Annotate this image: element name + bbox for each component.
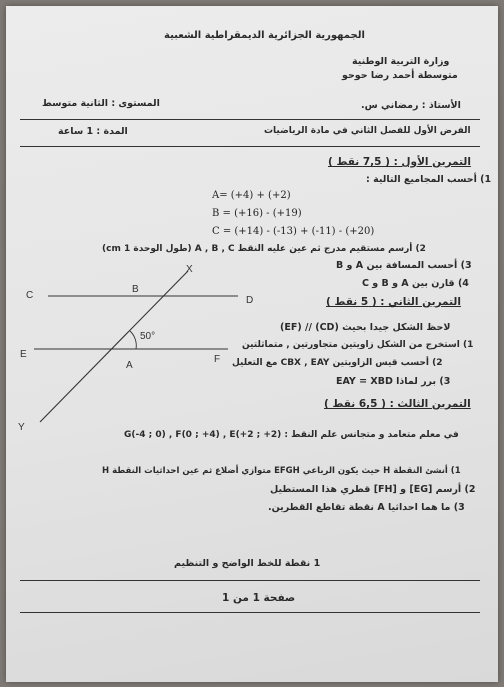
- exercise3-intro: في معلم متعامد و متجانس علم النقط : G(-4 ; 0) , F(0 ; +4) , E(+2 ; +2): [124, 430, 459, 440]
- exercise3-title: التمرين الثالث : ( 6,5 نقط ): [324, 398, 471, 410]
- exercise3-q2: 2) أرسم [EG] و [FH] قطري هذا المستطيل: [270, 484, 476, 495]
- label-d: D: [246, 295, 254, 306]
- duration-label: المدة : 1 ساعة: [58, 126, 128, 137]
- angle-label: 50°: [140, 331, 156, 342]
- exam-title: الفرض الأول للفصل الثاني في مادة الرياضيات: [264, 126, 471, 136]
- exercise2-q3: 3) برر لماذا EAY = XBD: [336, 376, 451, 387]
- footer-divider: [20, 580, 480, 581]
- equation-a: A= (+4) + (+2): [212, 190, 291, 201]
- exercise3-q1: 1) أنشئ النقطة H حيث يكون الرباعي EFGH متوازي أضلاع ثم عين احداثيات النقطة H: [102, 466, 461, 476]
- footer-note: 1 نقطة للخط الواضح و التنظيم: [174, 558, 321, 569]
- school-name: متوسطة أحمد رضا حوحو: [342, 70, 458, 81]
- republic-title: الجمهورية الجزائرية الديمقراطية الشعبية: [164, 30, 365, 41]
- angle-arc: [130, 331, 136, 349]
- label-a: A: [126, 360, 133, 371]
- exercise1-q2: 2) أرسم مستقيم مدرج ثم عين عليه النقط A , B , C (طول الوحدة 1 cm): [102, 244, 426, 254]
- exam-sheet: [6, 6, 498, 682]
- equation-c: C = (+14) - (-13) + (-11) - (+20): [212, 226, 375, 237]
- exercise2-title: التمرين الثاني : ( 5 نقط ): [326, 296, 461, 308]
- exercise2-line1: لاحظ الشكل جيدا بحيث (CD) // (EF): [280, 322, 451, 333]
- exercise3-q3: 3) ما هما احداثيا A نقطة تقاطع القطرين.: [268, 502, 465, 513]
- exercise1-q3: 3) أحسب المسافة بين A و B: [336, 260, 472, 271]
- exercise1-q1: 1) أحسب المجاميع التالية :: [366, 174, 492, 185]
- exercise1-q4: 4) قارن بين A و B و C: [362, 278, 469, 289]
- label-y: Y: [18, 422, 25, 433]
- label-x: X: [186, 264, 193, 275]
- exercise1-title: التمرين الأول : ( 7,5 نقط ): [328, 156, 471, 168]
- ministry-name: وزارة التربية الوطنية: [352, 56, 450, 67]
- exercise2-q2: 2) أحسب قيس الزاويتين CBX , EAY مع التعليل: [232, 358, 443, 368]
- label-e: E: [20, 349, 27, 360]
- teacher-name: الأستاذ : رمضاني س.: [361, 100, 461, 111]
- exercise2-q1: 1) استخرج من الشكل زاويتين متجاورتين , متماثلتين: [242, 340, 474, 350]
- label-f: F: [214, 354, 221, 365]
- bottom-divider: [20, 612, 480, 613]
- label-b: B: [132, 284, 139, 295]
- equation-b: B = (+16) - (+19): [212, 208, 302, 219]
- level-label: المستوى : الثانية متوسط: [42, 98, 160, 109]
- transversal-xy: [40, 271, 188, 422]
- page-number: صفحة 1 من 1: [222, 592, 296, 604]
- label-c: C: [26, 290, 34, 301]
